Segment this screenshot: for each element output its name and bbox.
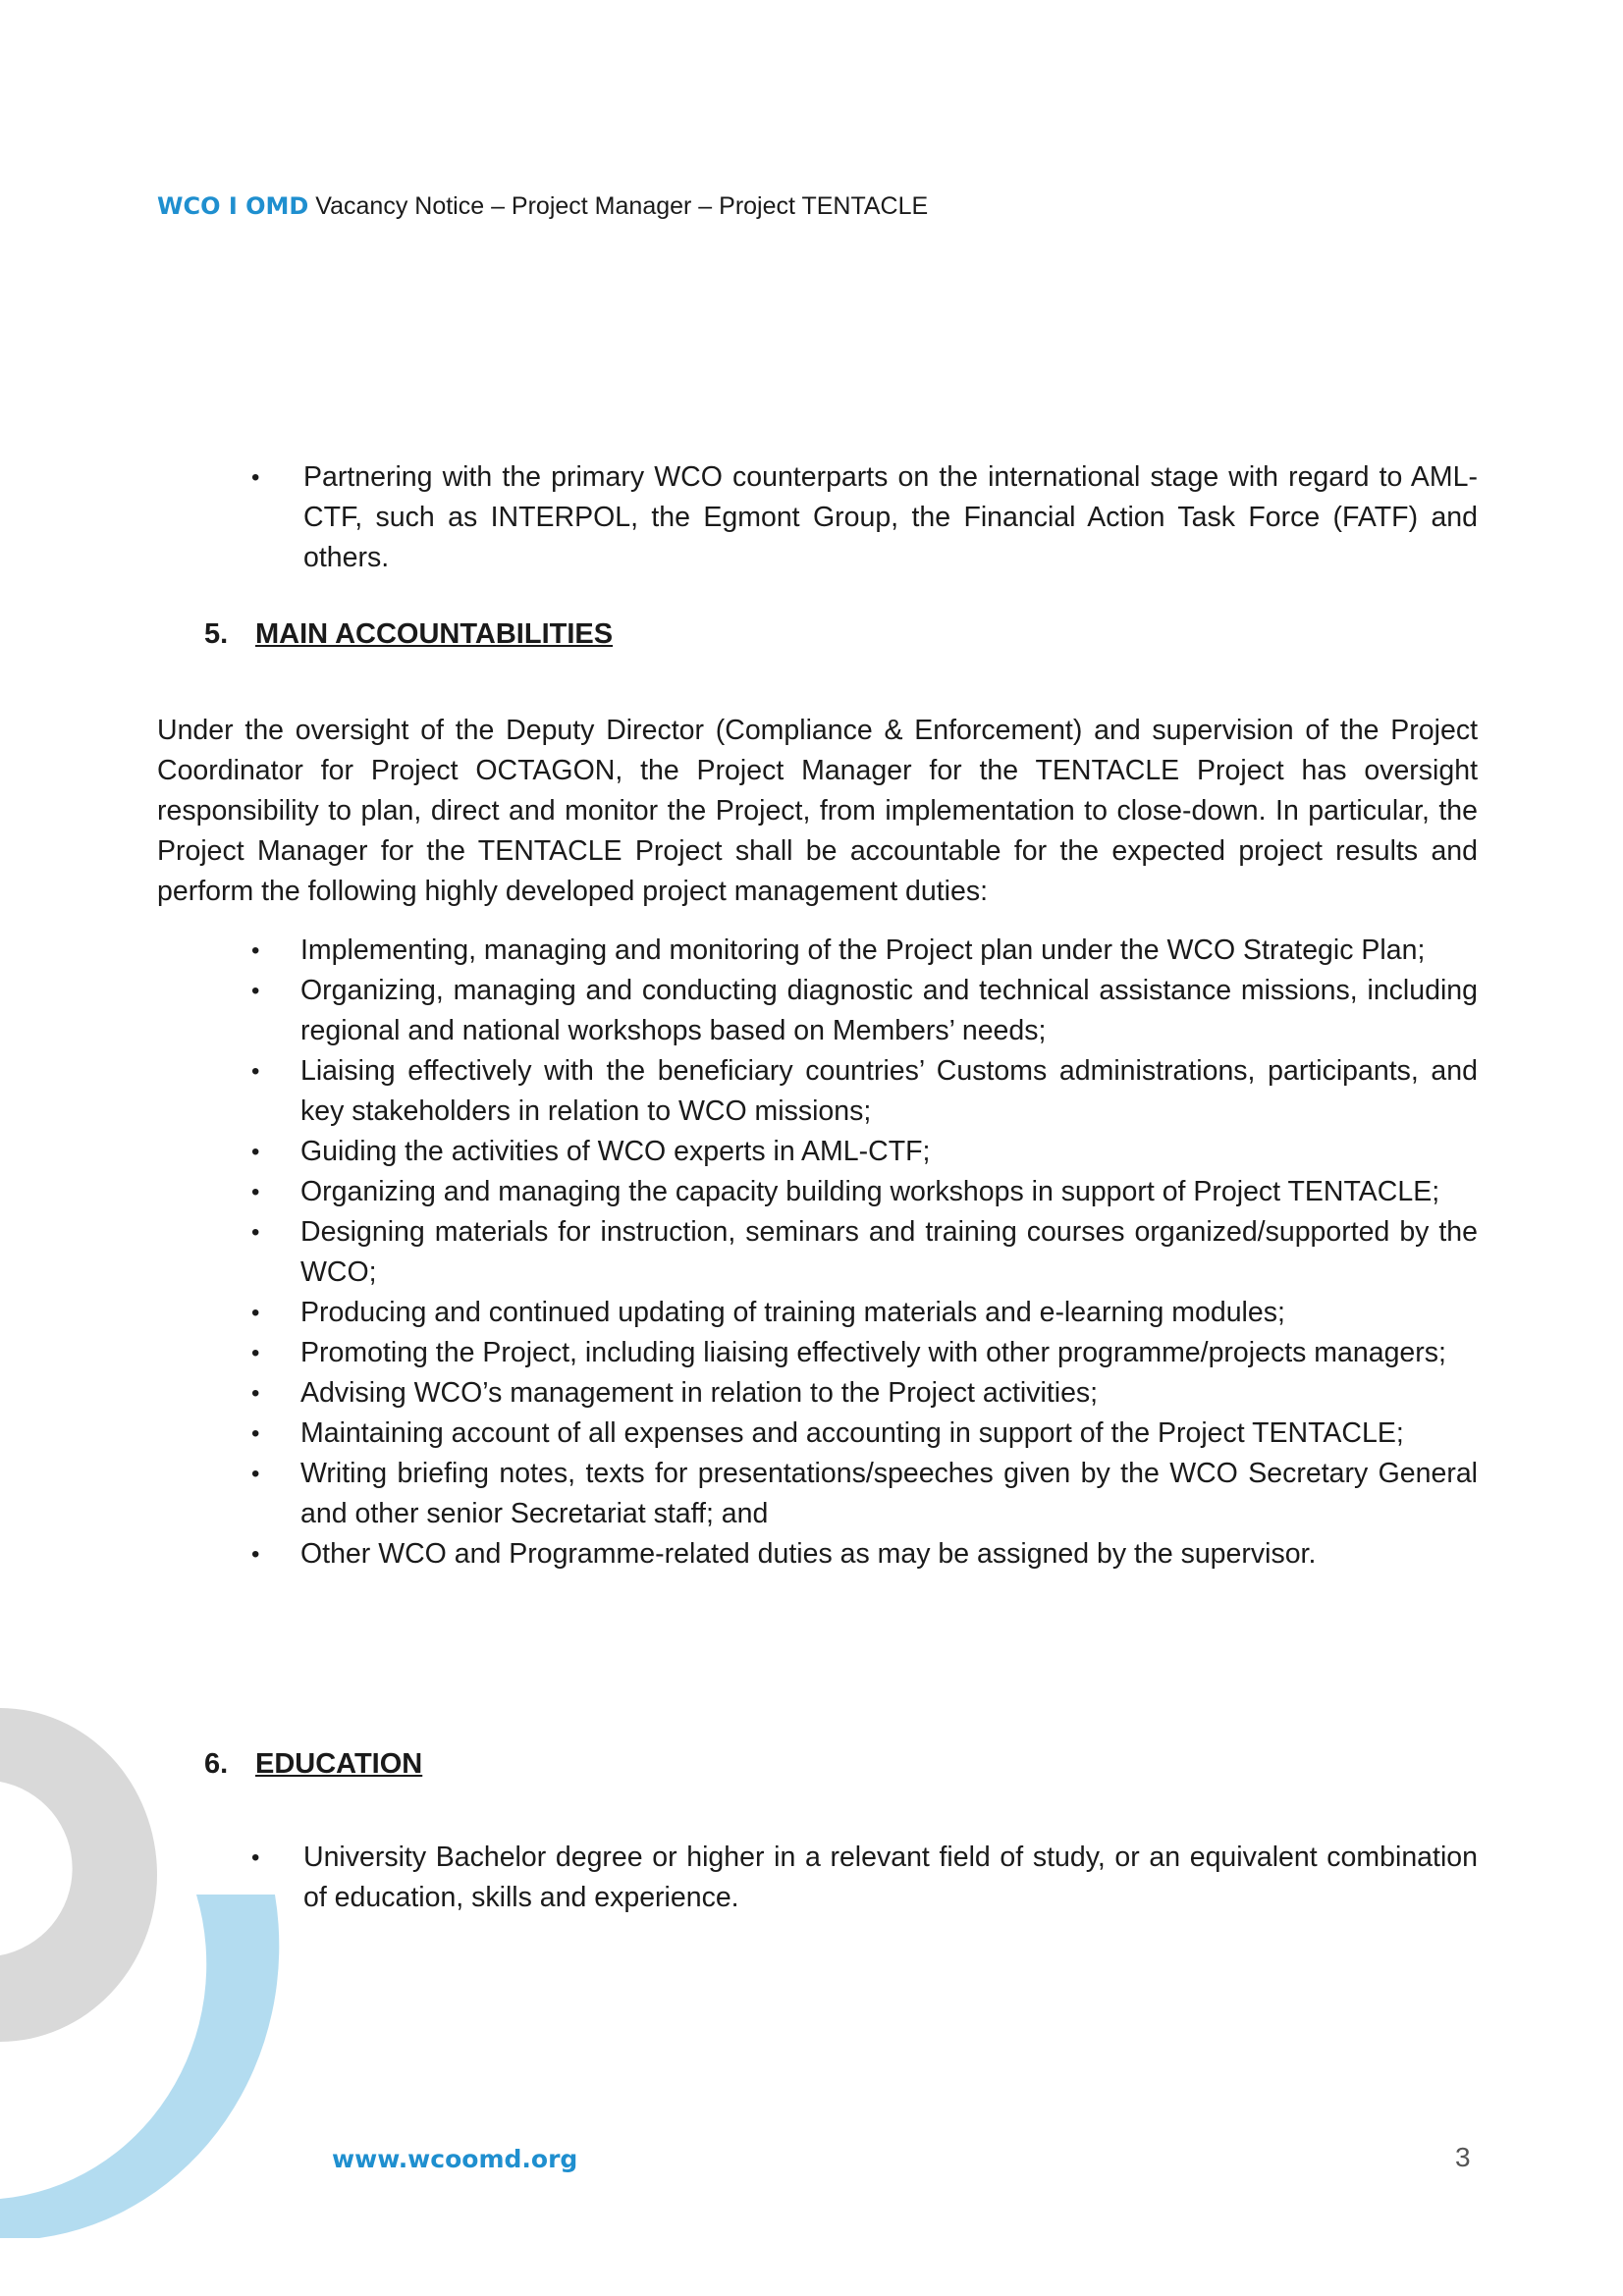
bullet-icon: • [251, 1461, 260, 1487]
list-item [157, 1212, 1478, 1293]
list-item [157, 1132, 1478, 1172]
bullet-icon: • [251, 937, 260, 964]
bullet-icon: • [251, 1340, 260, 1366]
list-item-text: Maintaining account of all expenses and accounting in support of the Project TENTACLE; [300, 1417, 1404, 1449]
list-item [157, 1838, 1478, 1918]
list-item [157, 1172, 1478, 1212]
bullet-icon: • [251, 1844, 260, 1871]
list-item: • Partnering with the primary WCO counterparts on the international stage with regard to AML-CTF, such as INTERPOL, the Egmont Group, the Financial Action Task Force (FATF) and others. [157, 457, 1478, 578]
list-item-text: University Bachelor degree or higher in a relevant field of study, or an equivalent combination of education, skills and experience. [303, 1842, 1478, 1913]
list-item-text: Organizing, managing and conducting diagnostic and technical assistance missions, including regional and national workshops based on Members’ needs; [300, 975, 1478, 1046]
gray-arc-shape [0, 1708, 157, 2042]
list-item [157, 1051, 1478, 1132]
education-list [157, 1838, 1478, 1918]
list-item-text: Other WCO and Programme-related duties as may be assigned by the supervisor. [300, 1538, 1317, 1570]
list-item [157, 1414, 1478, 1454]
org-logo-text: WCO I OMD [157, 192, 309, 220]
bullet-icon: • [251, 1179, 260, 1205]
section-paragraph: Under the oversight of the Deputy Director (Compliance & Enforcement) and supervision of the Project Coordinator for Project OCTAGON, the Project Manager for the TENTACLE Project has oversight responsibility to plan, direct and monitor the Project, from implementation to close-down. In particular, the Project Manager for the TENTACLE Project shall be accountable for the expected project results and perform the following highly developed project management duties: [157, 715, 1478, 907]
bullet-icon: • [251, 1139, 260, 1165]
list-item-text: Organizing and managing the capacity building workshops in support of Project TENTACLE; [300, 1176, 1440, 1207]
list-item-text: Advising WCO’s management in relation to the Project activities; [300, 1377, 1099, 1409]
list-item-text: Writing briefing notes, texts for presentations/speeches given by the WCO Secretary General and other senior Secretariat staff; and [300, 1458, 1478, 1529]
list-item [157, 1333, 1478, 1373]
list-item [157, 1293, 1478, 1333]
bullet-icon: • [251, 1380, 260, 1407]
list-item [157, 1373, 1478, 1414]
section-heading-education: 6. EDUCATION [204, 1748, 423, 1780]
list-item-text: Liaising effectively with the beneficiary countries’ Customs administrations, participants, and key stakeholders in relation to WCO missions; [300, 1055, 1478, 1127]
list-item [157, 1534, 1478, 1575]
document-header [157, 191, 928, 221]
list-item-text: Implementing, managing and monitoring of the Project plan under the WCO Strategic Plan; [300, 934, 1426, 966]
list-item-text: Promoting the Project, including liaising effectively with other programme/projects managers; [300, 1337, 1446, 1368]
bullet-icon: • [251, 1541, 260, 1568]
accountabilities-list [157, 931, 1478, 1575]
decorative-arc-graphic [0, 1708, 295, 2238]
list-item [157, 1454, 1478, 1534]
list-item [157, 971, 1478, 1051]
bullet-icon: • [251, 464, 260, 491]
section-heading-accountabilities: 5. MAIN ACCOUNTABILITIES [204, 618, 614, 650]
bullet-icon: • [251, 1300, 260, 1326]
footer-website-link[interactable]: www.wcoomd.org [332, 2145, 578, 2173]
bullet-icon: • [251, 1058, 260, 1085]
intro-bullet-list [157, 457, 1478, 578]
bullet-icon: • [251, 1219, 260, 1246]
bullet-icon: • [251, 1420, 260, 1447]
list-item-text: Designing materials for instruction, seminars and training courses organized/supported by the WCO; [300, 1216, 1478, 1288]
list-item-text: Guiding the activities of WCO experts in AML-CTF; [300, 1136, 931, 1167]
header-title: Vacancy Notice – Project Manager – Project TENTACLE [315, 192, 929, 220]
list-item [157, 931, 1478, 971]
bullet-icon: • [251, 978, 260, 1004]
page-number: 3 [1455, 2142, 1471, 2172]
list-item-text: Producing and continued updating of training materials and e-learning modules; [300, 1297, 1285, 1328]
